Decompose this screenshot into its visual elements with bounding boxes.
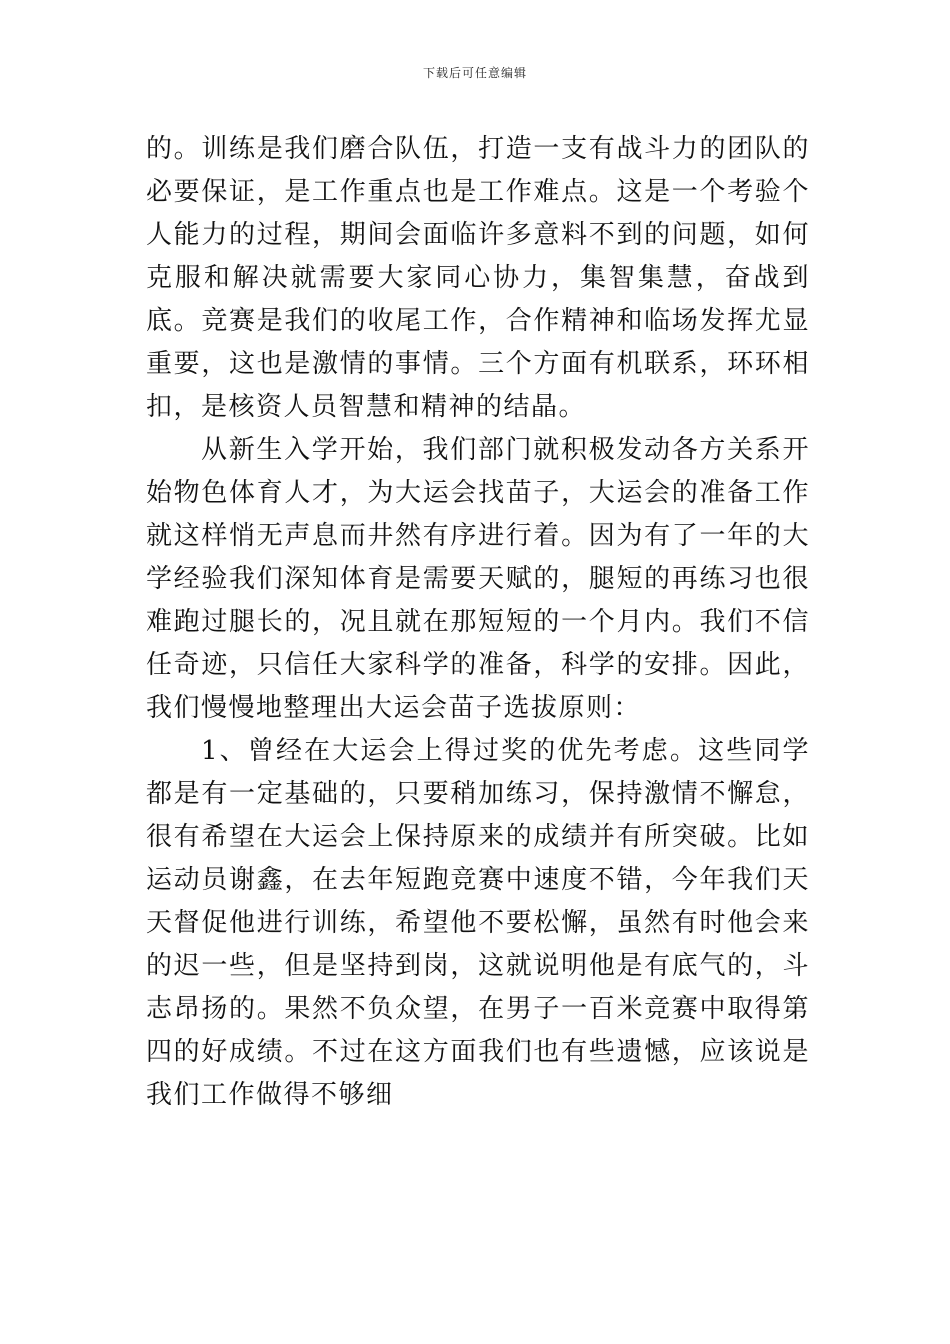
paragraph-continuation: 的。训练是我们磨合队伍，打造一支有战斗力的团队的必要保证，是工作重点也是工作难点。这是一个考验个人能力的过程，期间会面临许多意料不到的问题，如何克服和解决就需要大家同心协力，集智集慧，奋战到底。竞赛是我们的收尾工作，合作精神和临场发挥尤显重要，这也是激情的事情。三个方面有机联系，环环相扣，是核资人员智慧和精神的结晶。 — [146, 134, 810, 422]
paragraph-principle-1: 1、曾经在大运会上得过奖的优先考虑。这些同学都是有一定基础的，只要稍加练习，保持激情不懈怠，很有希望在大运会上保持原来的成绩并有所突破。比如运动员谢鑫，在去年短跑竞赛中速度不错，今年我们天天督促他进行训练，希望他不要松懈，虽然有时他会来的迟一些，但是坚持到岗，这就说明他是有底气的，斗志昂扬的。果然不负众望，在男子一百米竞赛中取得第四的好成绩。不过在这方面我们也有些遗憾，应该说是我们工作做得不够细 — [146, 736, 810, 1110]
page-header: 下载后可任意编辑 — [422, 66, 527, 80]
paragraph-recruitment: 从新生入学开始，我们部门就积极发动各方关系开始物色体育人才，为大运会找苗子，大运会的准备工作就这样悄无声息而井然有序进行着。因为有了一年的大学经验我们深知体育是需要天赋的，腿短的再练习也很难跑过腿长的，况且就在那短短的一个月内。我们不信任奇迹，只信任大家科学的准备，科学的安排。因此，我们慢慢地整理出大运会苗子选拔原则： — [146, 435, 810, 723]
document-body — [146, 128, 810, 1117]
